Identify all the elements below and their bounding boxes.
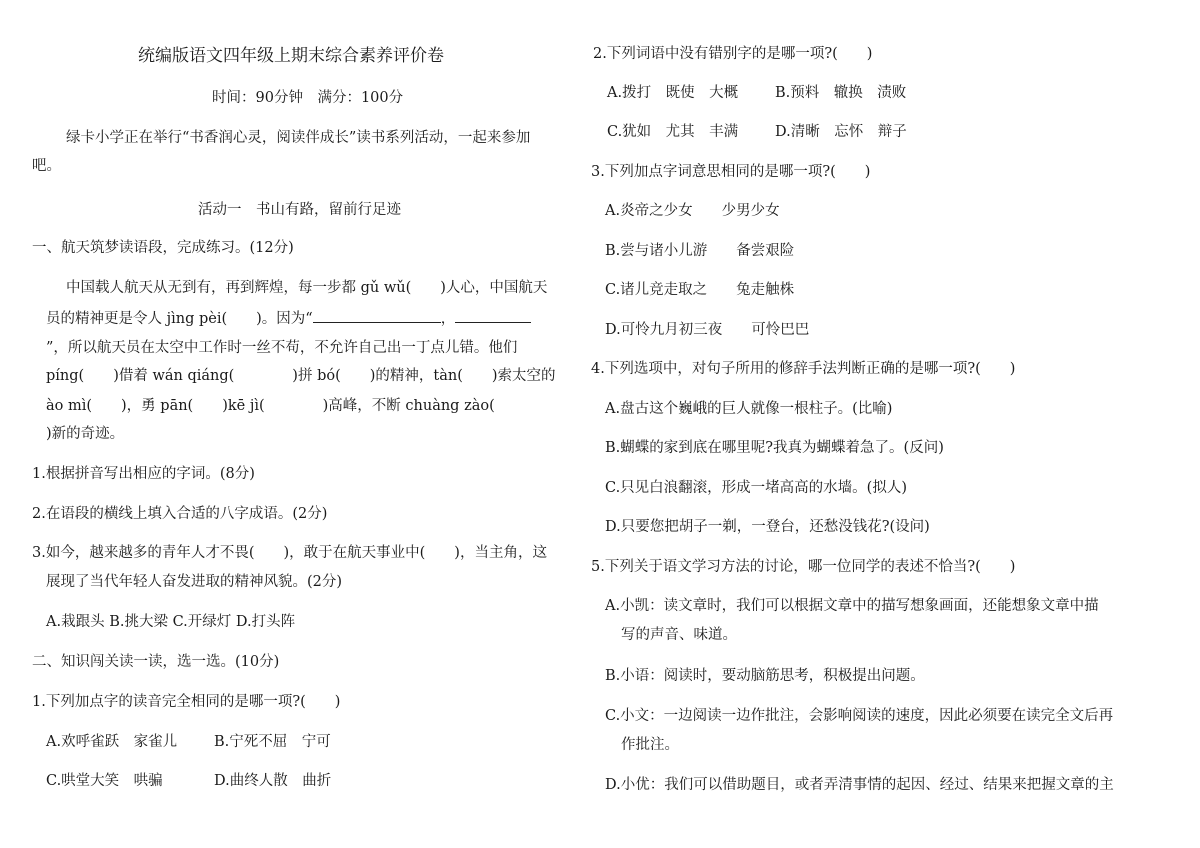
section2-q1: 1.下列加点字的读音完全相同的是哪一项?( ) [32,694,341,710]
q5-option-b: B.小语：阅读时，要动脑筋思考，积极提出问题。 [605,668,925,684]
q2-option-a: A.拨打 既使 大概 [607,85,739,101]
q3-option-a: A.炎帝之少女 少男少女 [605,203,780,219]
intro-line-2: 吧。 [32,158,61,174]
q5-stem: 5.下列关于语文学习方法的讨论，哪一位同学的表述不恰当?( ) [591,559,1016,575]
q3-option-c: C.诸儿竞走取之 兔走触株 [605,282,795,298]
page-title: 统编版语文四年级上期末综合素养评价卷 [138,46,444,66]
q4-option-c: C.只见白浪翻滚，形成一堵高高的水墙。(拟人) [605,480,907,496]
exam-meta: 时间：90分钟 满分：100分 [212,90,404,106]
q4-option-d: D.只要您把胡子一剃，一登台，还愁没钱花?(设问) [605,519,930,535]
section2-q1-option-d: D.曲终人散 曲折 [214,773,332,789]
q3-option-d: D.可怜九月初三夜 可怜巴巴 [605,322,810,338]
passage-line-5: ào mì( )，勇 pān( )kē jì( )高峰，不断 chuàng zào( [46,398,495,414]
q4-option-a: A.盘古这个巍峨的巨人就像一根柱子。(比喻) [605,401,893,417]
passage-line-4: píng( )借着 wán qiáng( )拼 bó( )的精神，tàn( )索太空的 [46,368,556,384]
q3-option-b: B.尝与诸小儿游 备尝艰险 [605,243,795,259]
intro-line-1: 绿卡小学正在举行“书香润心灵，阅读伴成长”读书系列活动，一起来参加 [66,130,531,146]
q5-option-d-line1: D.小优：我们可以借助题目，或者弄清事情的起因、经过、结果来把握文章的主 [605,777,1114,793]
passage-line-2-text: 员的精神更是令人 jìng pèi( )。因为“ [46,311,313,327]
q3-stem: 3.下列加点字词意思相同的是哪一项?( ) [591,164,871,180]
q4-stem: 4.下列选项中，对句子所用的修辞手法判断正确的是哪一项?( ) [591,361,1016,377]
section1-q3-line2: 展现了当代年轻人奋发进取的精神风貌。(2分) [46,574,343,590]
q5-option-c-line2: 作批注。 [621,737,679,753]
passage-line-1: 中国载人航天从无到有，再到辉煌，每一步都 gǔ wǔ( )人心，中国航天 [66,280,548,296]
section2-heading: 二、知识闯关读一读，选一选。(10分) [32,654,280,670]
passage-line-3: ”，所以航天员在太空中工作时一丝不苟，不允许自己出一丁点儿错。他们 [46,340,518,356]
section2-q1-option-c: C.哄堂大笑 哄骗 [46,773,163,789]
section1-q2: 2.在语段的横线上填入合适的八字成语。(2分) [32,506,328,522]
passage-line-6: )新的奇迹。 [46,426,125,442]
idiom-blank-2[interactable] [455,308,531,323]
q4-option-b: B.蝴蝶的家到底在哪里呢?我真为蝴蝶着急了。(反问) [605,440,944,456]
q2-option-c: C.犹如 尤其 丰满 [607,124,739,140]
section1-q3-line1: 3.如今，越来越多的青年人才不畏( )，敢于在航天事业中( )，当主角，这 [32,545,547,561]
section1-q1: 1.根据拼音写出相应的字词。(8分) [32,466,255,482]
section1-q3-options: A.栽跟头 B.挑大梁 C.开绿灯 D.打头阵 [46,614,296,630]
q5-option-a-line2: 写的声音、味道。 [621,627,737,643]
q2-option-b: B.预料 辙换 渍败 [775,85,907,101]
q5-option-a-line1: A.小凯：读文章时，我们可以根据文章中的描写想象画面，还能想象文章中描 [605,598,1099,614]
activity-heading: 活动一 书山有路，留前行足迹 [198,202,401,218]
section1-heading: 一、航天筑梦读语段，完成练习。(12分) [32,240,294,256]
q2-option-d: D.清晰 忘怀 辩子 [775,124,907,140]
passage-line-2: 员的精神更是令人 jìng pèi( )。因为“ ， [46,308,531,329]
section2-q1-option-b: B.宁死不屈 宁可 [214,734,331,750]
section2-q1-option-a: A.欢呼雀跃 家雀儿 [46,734,178,750]
idiom-blank-1[interactable] [313,308,441,323]
q5-option-c-line1: C.小文：一边阅读一边作批注，会影响阅读的速度，因此必须要在读完全文后再 [605,708,1114,724]
q2-stem: 2.下列词语中没有错别字的是哪一项?( ) [593,46,873,62]
